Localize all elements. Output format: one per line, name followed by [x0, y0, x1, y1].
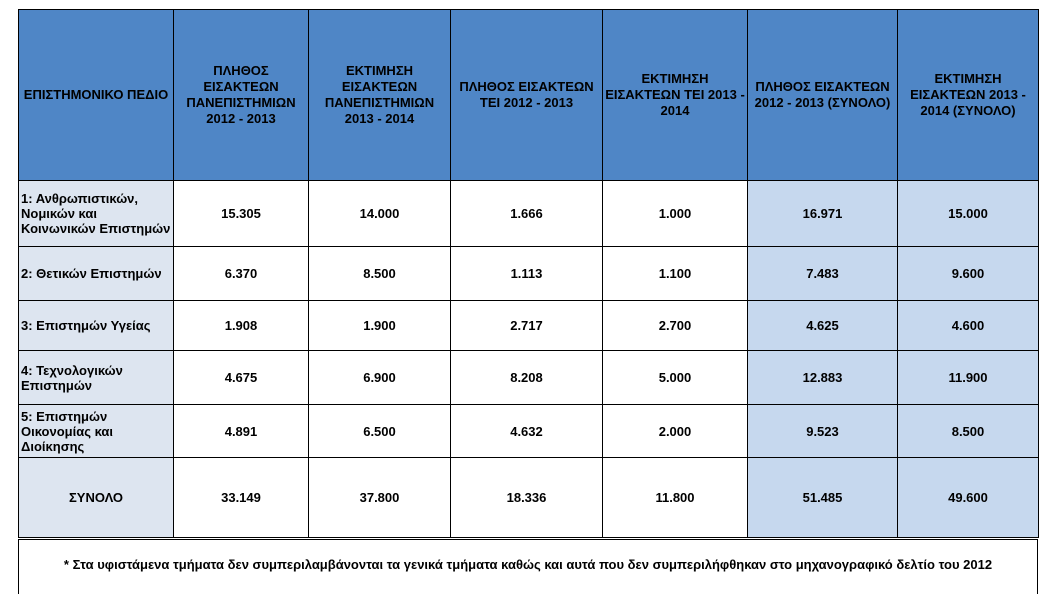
header-total-2013-2014: ΕΚΤΙΜΗΣΗ ΕΙΣΑΚΤΕΩΝ 2013 - 2014 (ΣΥΝΟΛΟ) — [898, 10, 1039, 181]
cell-value: 2.700 — [603, 301, 748, 351]
cell-total-value: 4.625 — [748, 301, 898, 351]
admissions-table — [18, 9, 1039, 538]
cell-value: 6.370 — [174, 247, 309, 301]
cell-value: 8.500 — [309, 247, 451, 301]
cell-total-value: 51.485 — [748, 458, 898, 538]
cell-value: 5.000 — [603, 351, 748, 405]
table-row — [19, 247, 1039, 301]
total-row — [19, 458, 1039, 538]
header-row — [19, 10, 1039, 181]
cell-total-value: 9.600 — [898, 247, 1039, 301]
cell-total-value: 4.600 — [898, 301, 1039, 351]
table-row — [19, 351, 1039, 405]
cell-value: 8.208 — [451, 351, 603, 405]
row-field-label: 2: Θετικών Επιστημών — [19, 247, 174, 301]
cell-value: 2.717 — [451, 301, 603, 351]
cell-value: 15.305 — [174, 181, 309, 247]
total-row-label: ΣΥΝΟΛΟ — [19, 458, 174, 538]
cell-value: 4.632 — [451, 405, 603, 458]
cell-value: 18.336 — [451, 458, 603, 538]
cell-value: 1.666 — [451, 181, 603, 247]
table-row — [19, 301, 1039, 351]
cell-value: 4.675 — [174, 351, 309, 405]
row-field-label: 1: Ανθρωπιστικών, Νομικών και Κοινωνικών Επιστημών — [19, 181, 174, 247]
cell-total-value: 7.483 — [748, 247, 898, 301]
table-row — [19, 181, 1039, 247]
cell-total-value: 8.500 — [898, 405, 1039, 458]
cell-value: 37.800 — [309, 458, 451, 538]
cell-value: 14.000 — [309, 181, 451, 247]
cell-value: 1.908 — [174, 301, 309, 351]
cell-value: 33.149 — [174, 458, 309, 538]
cell-value: 4.891 — [174, 405, 309, 458]
header-tei-2013-2014: ΕΚΤΙΜΗΣΗ ΕΙΣΑΚΤΕΩΝ ΤΕΙ 2013 - 2014 — [603, 10, 748, 181]
footnote: * Στα υφιστάμενα τμήματα δεν συμπεριλαμβάνονται τα γενικά τμήματα καθώς και αυτά που δεν συμπεριλήφθηκαν στο μηχανογραφικό δελτίο του 2012 — [18, 539, 1038, 594]
header-uni-2012-2013: ΠΛΗΘΟΣ ΕΙΣΑΚΤΕΩΝ ΠΑΝΕΠΙΣΤΗΜΙΩΝ 2012 - 2013 — [174, 10, 309, 181]
cell-value: 1.113 — [451, 247, 603, 301]
header-uni-2013-2014: ΕΚΤΙΜΗΣΗ ΕΙΣΑΚΤΕΩΝ ΠΑΝΕΠΙΣΤΗΜΙΩΝ 2013 - 2014 — [309, 10, 451, 181]
table-row — [19, 405, 1039, 458]
header-tei-2012-2013: ΠΛΗΘΟΣ ΕΙΣΑΚΤΕΩΝ ΤΕΙ 2012 - 2013 — [451, 10, 603, 181]
cell-value: 11.800 — [603, 458, 748, 538]
cell-total-value: 15.000 — [898, 181, 1039, 247]
cell-total-value: 9.523 — [748, 405, 898, 458]
cell-total-value: 16.971 — [748, 181, 898, 247]
cell-total-value: 49.600 — [898, 458, 1039, 538]
cell-value: 6.900 — [309, 351, 451, 405]
cell-total-value: 11.900 — [898, 351, 1039, 405]
cell-value: 1.000 — [603, 181, 748, 247]
cell-value: 6.500 — [309, 405, 451, 458]
row-field-label: 3: Επιστημών Υγείας — [19, 301, 174, 351]
cell-total-value: 12.883 — [748, 351, 898, 405]
cell-value: 1.100 — [603, 247, 748, 301]
cell-value: 2.000 — [603, 405, 748, 458]
header-field: ΕΠΙΣΤΗΜΟΝΙΚΟ ΠΕΔΙΟ — [19, 10, 174, 181]
cell-value: 1.900 — [309, 301, 451, 351]
header-total-2012-2013: ΠΛΗΘΟΣ ΕΙΣΑΚΤΕΩΝ 2012 - 2013 (ΣΥΝΟΛΟ) — [748, 10, 898, 181]
row-field-label: 4: Τεχνολογικών Επιστημών — [19, 351, 174, 405]
row-field-label: 5: Επιστημών Οικονομίας και Διοίκησης — [19, 405, 174, 458]
